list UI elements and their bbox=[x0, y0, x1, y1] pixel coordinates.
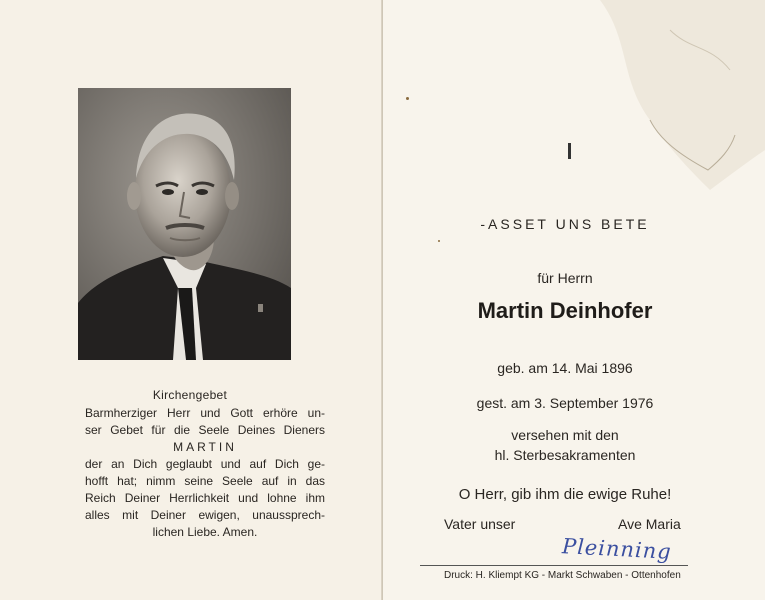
prayer-line: ser Gebet für die Seele Deines Dieners bbox=[85, 423, 325, 437]
prayer-line: Reich Deiner Herrlichkeit und lohne ihm bbox=[85, 491, 325, 505]
sacrament-line-1: versehen mit den bbox=[511, 427, 619, 443]
for-label: für Herrn bbox=[537, 270, 593, 286]
prayer-line: lichen Liebe. Amen. bbox=[152, 525, 258, 539]
prayer-line: hofft hat; nimm seine Seele auf in das bbox=[85, 474, 325, 488]
prayer-line: Barmherziger Herr und Gott erhöre un- bbox=[85, 406, 325, 420]
handwritten-note: Pleinning bbox=[561, 534, 673, 564]
paper-spot bbox=[438, 240, 440, 242]
death-date: gest. am 3. September 1976 bbox=[476, 395, 654, 411]
prayer-line-name: MARTIN bbox=[173, 440, 237, 454]
prayer-ave-maria: Ave Maria bbox=[618, 516, 681, 532]
prayer-line: alles mit Deiner ewigen, unaussprech- bbox=[85, 508, 325, 522]
sacrament-line-2: hl. Sterbesakramenten bbox=[494, 447, 636, 463]
cross-mark bbox=[568, 143, 571, 159]
portrait-photo bbox=[78, 88, 291, 360]
birth-date: geb. am 14. Mai 1896 bbox=[497, 360, 633, 376]
heading: -ASSET UNS BETE bbox=[480, 216, 650, 232]
deceased-name: Martin Deinhofer bbox=[477, 298, 653, 323]
prayer-title: Kirchengebet bbox=[152, 388, 228, 402]
blessing: O Herr, gib ihm die ewige Ruhe! bbox=[458, 486, 672, 503]
prayer-line: der an Dich geglaubt und auf Dich ge- bbox=[85, 457, 325, 471]
prayer-vater-unser: Vater unser bbox=[444, 516, 516, 532]
printer-imprint: Druck: H. Kliempt KG - Markt Schwaben - Ottenhofen bbox=[444, 570, 681, 581]
printer-rule bbox=[420, 565, 688, 566]
paper-spot bbox=[406, 97, 409, 100]
